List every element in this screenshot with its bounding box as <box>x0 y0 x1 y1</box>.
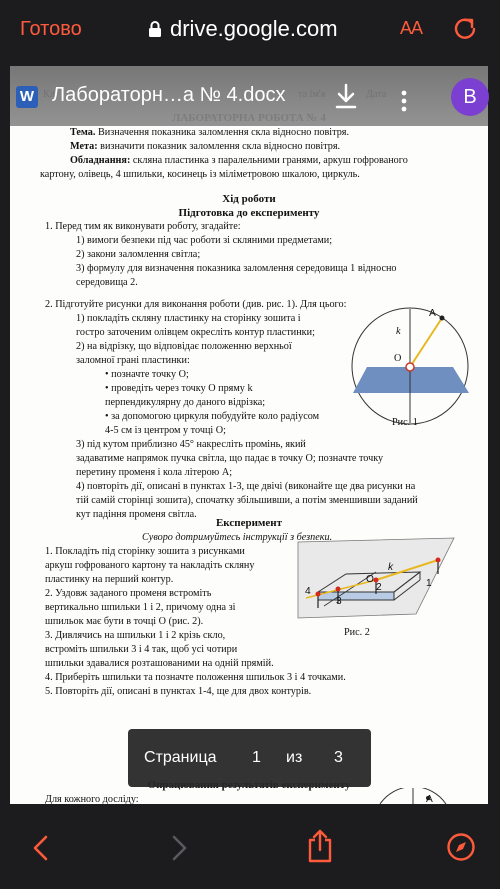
fig2-label-2: 2 <box>376 582 382 593</box>
word-file-icon: W <box>16 86 38 108</box>
fig1-caption: Рис. 1 <box>392 417 418 428</box>
doc-equipment: Обладнання: скляна пластинка з паралельними гранями, аркуш гофрованого <box>70 155 408 166</box>
bullet-line: перпендикулярну до даного відрізка; <box>105 397 266 408</box>
paragraph-line: 4) повторіть дії, описані в пунктах 1-3, ще двічі (виконайте ще два рисунки на <box>76 481 416 492</box>
back-arrow-icon[interactable] <box>30 834 52 862</box>
fig2-label-3: 3 <box>336 596 342 607</box>
fig1-label-o: O <box>394 353 402 364</box>
doc-theme: Тема. Визначення показника заломлення скла відносно повітря. <box>70 127 350 138</box>
fig1-label-k: k <box>396 326 401 337</box>
subsection-heading: Підготовка до експерименту <box>178 207 320 219</box>
paragraph-line: 2. Підготуйте рисунки для виконання роботи (див. рис. 1). Для цього: <box>45 299 347 310</box>
paragraph-line: перетину променя і кола літерою A; <box>76 467 233 478</box>
fig1-label-a: A <box>429 308 436 319</box>
fig2-label-o: O <box>366 574 374 585</box>
paragraph-line: пластинку на перший контур. <box>45 574 174 585</box>
browser-top-bar <box>0 0 500 62</box>
paragraph-line: заломної грані пластинки: <box>76 355 190 366</box>
paragraph-line: середовища 2. <box>76 277 138 288</box>
compass-icon[interactable] <box>446 832 476 862</box>
account-avatar[interactable]: B <box>451 78 489 116</box>
url-text: drive.google.com <box>170 16 338 41</box>
paragraph-line: вертикально шпильки 1 і 2, причому одна зі <box>45 602 236 613</box>
forward-arrow-icon[interactable] <box>168 834 190 862</box>
bullet-line: • за допомогою циркуля побудуйте коло радіусом <box>105 411 320 422</box>
doc-goal: Мета: визначити показник заломлення скла відносно повітря. <box>70 141 341 152</box>
paragraph-line: встроміть шпильки 3 і 4 так, щоб усі чотири <box>45 644 238 655</box>
file-name: Лабораторн…а № 4.docx <box>52 84 286 106</box>
browser-bottom-toolbar <box>0 812 500 889</box>
figure-2-diagram <box>296 536 456 626</box>
bullet-line: 4-5 см із центром у точці O; <box>105 425 226 436</box>
paragraph-line: 5. Повторіть дії, описані в пунктах 1-4, ще для двох контурів. <box>45 686 312 697</box>
paragraph-line: задаватиме напрямок пучка світла, що падає в точку O; позначте точку <box>76 453 384 464</box>
paragraph-line: 1. Перед тим як виконувати роботу, згадайте: <box>45 221 241 232</box>
paragraph-line: шпильки здавалися розташованими на одній прямій. <box>45 658 274 669</box>
share-icon[interactable] <box>306 828 334 864</box>
download-icon[interactable] <box>333 82 359 110</box>
bullet-line: • позначте точку O; <box>105 369 189 380</box>
fig2-label-4: 4 <box>305 586 311 597</box>
paragraph-line: 2) закони заломлення світла; <box>76 249 201 260</box>
doc-equipment-cont: картону, олівець, 4 шпильки, косинець із міліметровою шкалою, циркуль. <box>40 169 360 180</box>
paragraph-line: шпильок має бути в точці O (рис. 2). <box>45 616 204 627</box>
paragraph-line: 2) на відрізку, що відповідає положенню верхньої <box>76 341 292 352</box>
done-button[interactable]: Готово <box>20 18 82 40</box>
paragraph-line: 3) під кутом приблизно 45° накресліть промінь, який <box>76 439 306 450</box>
reload-icon[interactable] <box>452 15 478 41</box>
paragraph-line: аркуш гофрованого картону та накладіть скляну <box>45 560 255 571</box>
experiment-heading: Експеримент <box>215 517 283 529</box>
more-vertical-icon[interactable] <box>400 90 408 112</box>
figure-3-partial <box>378 788 448 804</box>
bullet-line: • проведіть через точку O пряму k <box>105 383 253 394</box>
paragraph-line: 1) покладіть скляну пластинку на сторінку зошита і <box>76 313 301 324</box>
lock-icon <box>148 20 162 38</box>
paragraph-line: 3) формулу для визначення показника заломлення середовища 1 відносно <box>76 263 397 274</box>
paragraph-line: Для кожного досліду: <box>45 794 139 804</box>
section-heading: Хід роботи <box>222 193 276 205</box>
paragraph-line: тій самій сторінці зошита), спочатку збільшивши, а потім зменшивши заданий <box>76 495 418 506</box>
figure-1-diagram <box>345 301 475 431</box>
address-bar[interactable] <box>148 16 338 42</box>
fig3-label-a: A <box>426 794 433 804</box>
current-page: 1 <box>252 749 261 766</box>
paragraph-line: 1. Покладіть під сторінку зошита з рисунками <box>45 546 245 557</box>
total-pages: 3 <box>334 749 343 766</box>
experiment-note: Суворо дотримуйтесь інструкції з безпеки. <box>142 532 333 543</box>
fig2-label-k: k <box>388 562 394 573</box>
paragraph-line: кут падіння променя світла. <box>76 509 197 520</box>
text-size-button[interactable]: AA <box>400 18 423 38</box>
paragraph-line: 2. Уздовж заданого променя встроміть <box>45 588 212 599</box>
page-label: Страница <box>144 749 217 766</box>
paragraph-line: 3. Дивлячись на шпильки 1 і 2 крізь скло, <box>45 630 226 641</box>
fig2-label-1: 1 <box>426 578 432 589</box>
document-page <box>10 66 488 804</box>
of-label: из <box>286 749 303 766</box>
page-indicator <box>128 729 371 787</box>
paragraph-line: гостро заточеним олівцем окресліть контур пластинки; <box>76 327 315 338</box>
paragraph-line: 4. Приберіть шпильки та позначте положення шпильок 3 і 4 точками. <box>45 672 346 683</box>
paragraph-line: 1) вимоги безпеки під час роботи зі скляними предметами; <box>76 235 333 246</box>
fig2-caption: Рис. 2 <box>344 627 370 638</box>
